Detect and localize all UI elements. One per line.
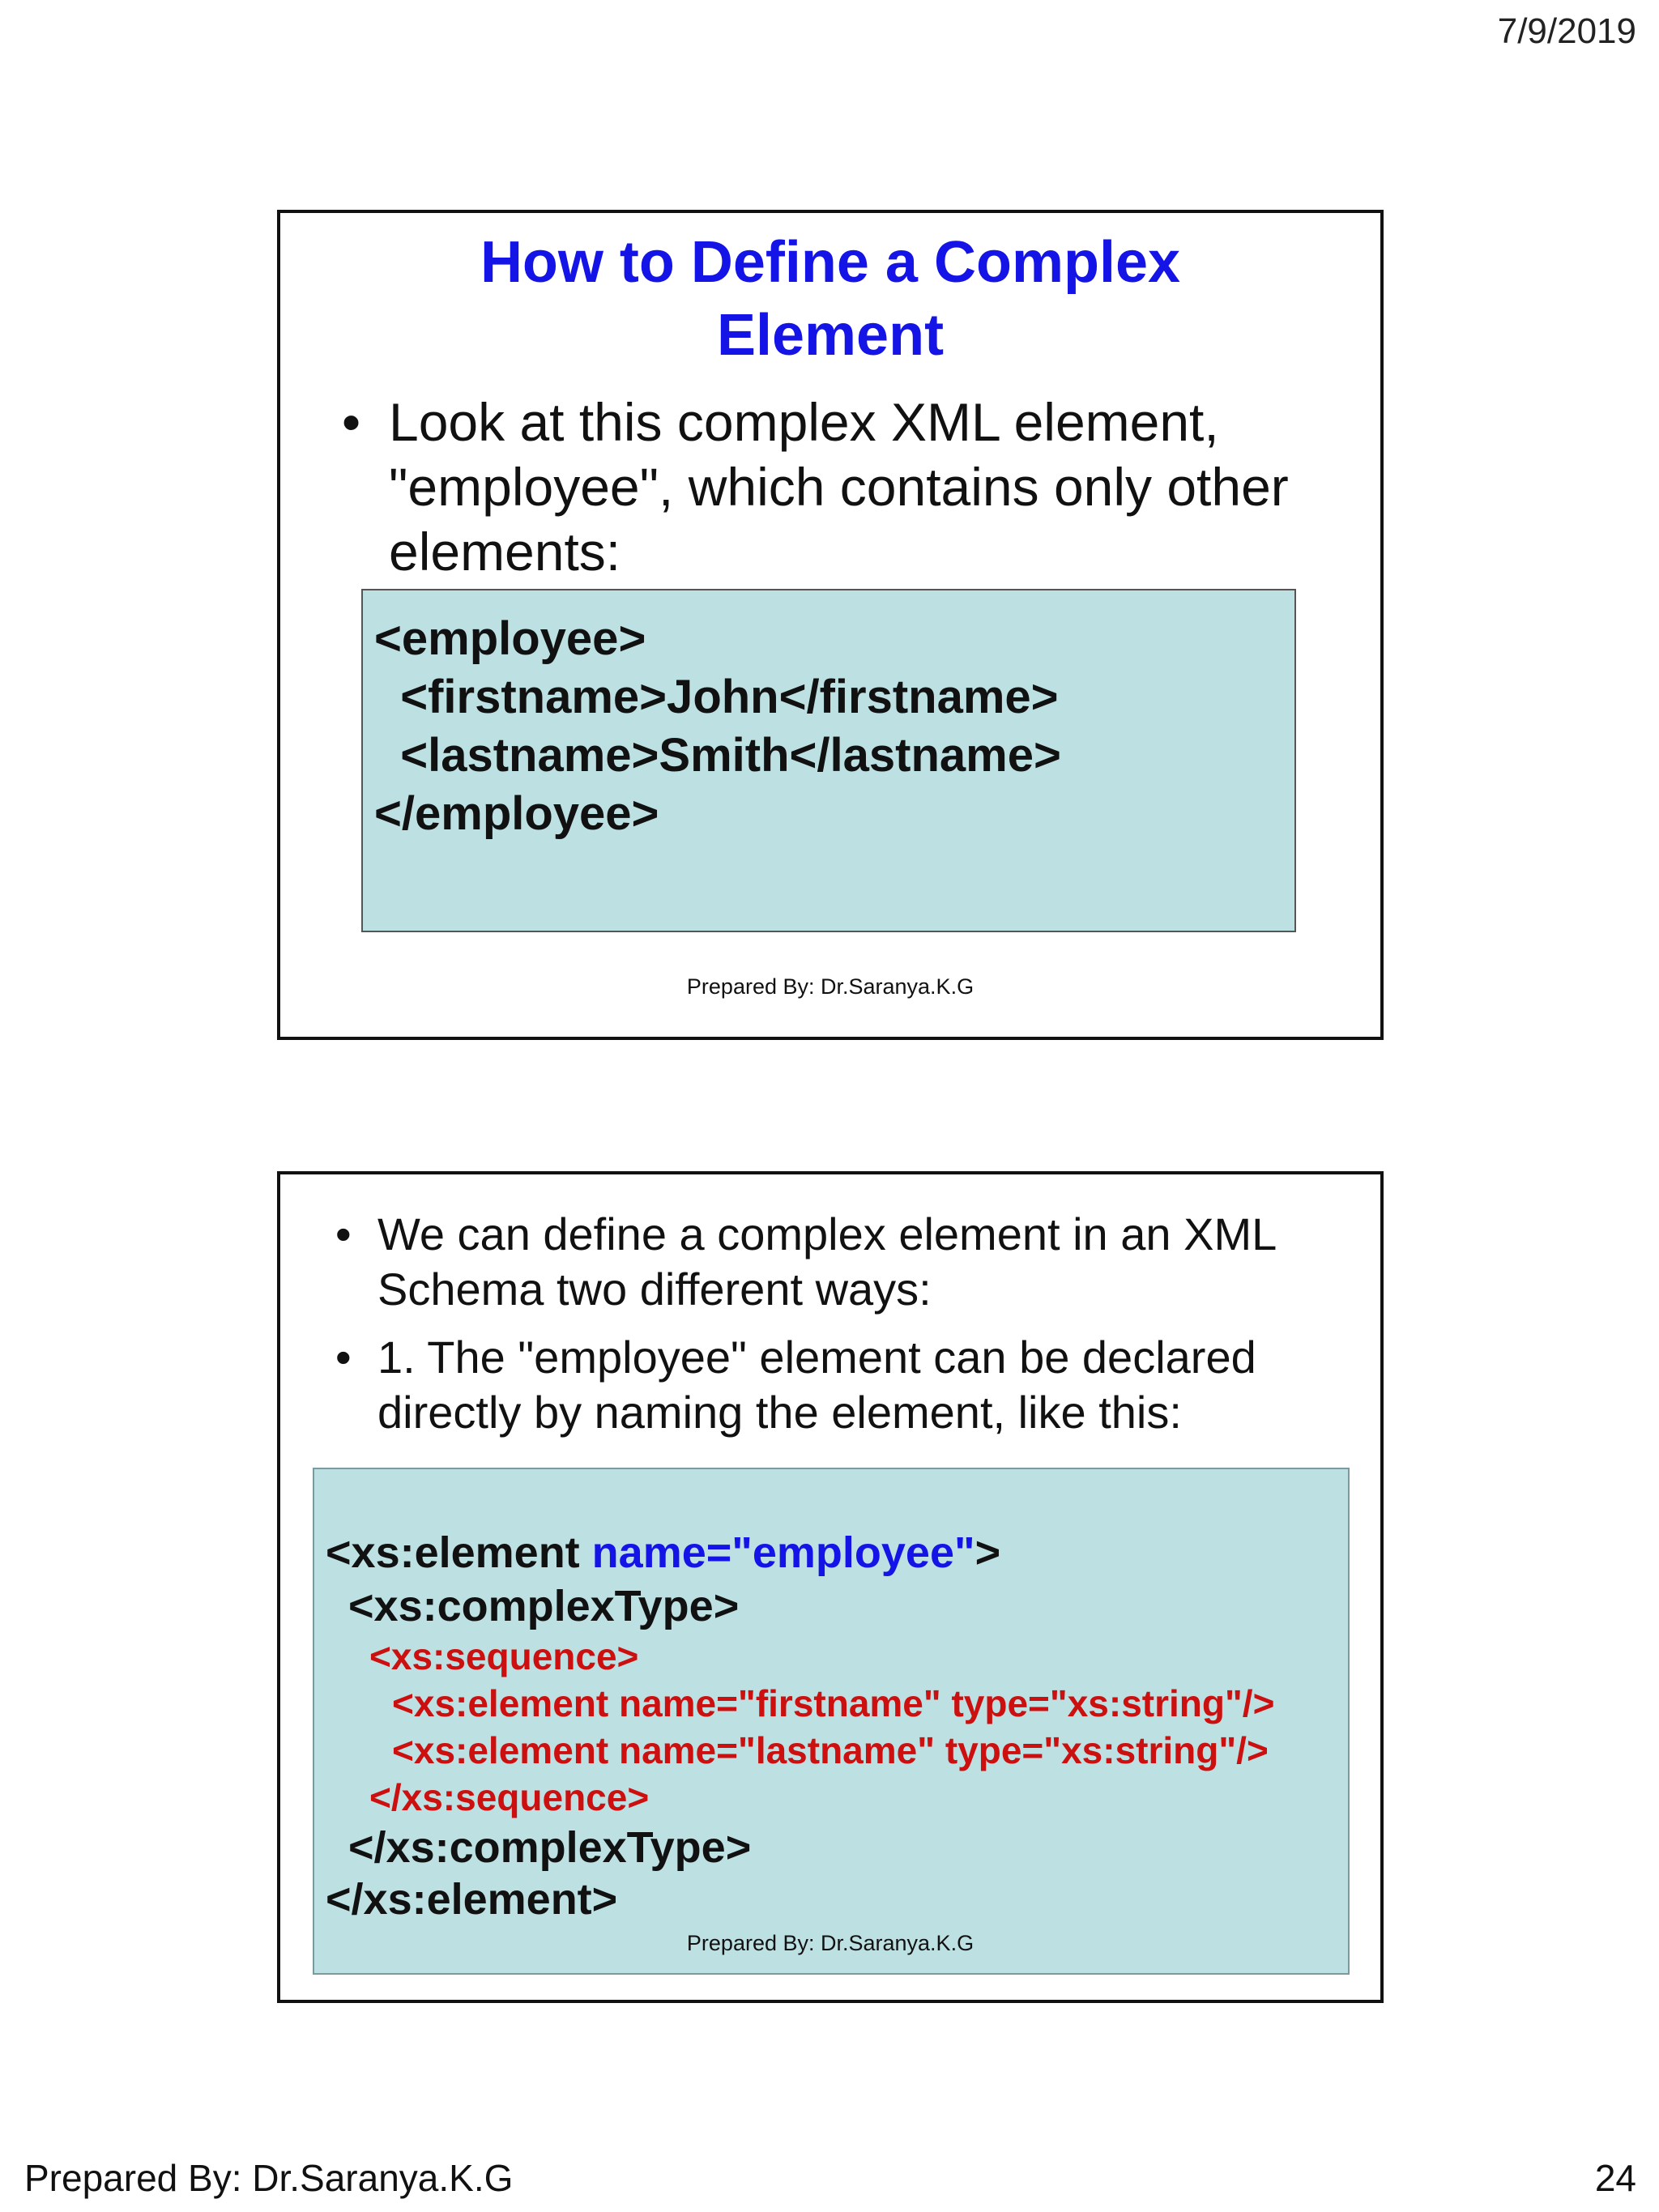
code-line: <lastname>Smith</lastname> xyxy=(374,729,1061,782)
code-line: <employee> xyxy=(374,612,646,665)
code-line-element-close: </xs:element> xyxy=(326,1875,618,1924)
code-tag-end: > xyxy=(975,1528,1001,1577)
code-line-complextype-open: <xs:complexType> xyxy=(348,1582,740,1630)
bullet-dot: • xyxy=(335,1332,352,1383)
bullet-line-2: directly by naming the element, like this: xyxy=(377,1387,1182,1438)
code-line-firstname: <xs:element name="firstname" type="xs:string"/> xyxy=(392,1682,1275,1724)
bullet-line-1: Look at this complex XML element, xyxy=(389,392,1219,452)
code-name-attribute: name="employee" xyxy=(591,1528,975,1577)
slide-2 xyxy=(277,1171,1384,2003)
slide-2-footer: Prepared By: Dr.Saranya.K.G xyxy=(686,1931,975,1955)
code-line-lastname: <xs:element name="lastname" type="xs:string"/> xyxy=(392,1729,1269,1771)
slide-1-footer: Prepared By: Dr.Saranya.K.G xyxy=(686,974,975,999)
slide-2-bullet-2 xyxy=(335,1330,1350,1440)
bullet-dot: • xyxy=(335,1208,352,1259)
page-number: 24 xyxy=(1594,2157,1636,2199)
page-footer: Prepared By: Dr.Saranya.K.G xyxy=(24,2157,514,2199)
date-label: 7/9/2019 xyxy=(1497,11,1636,51)
code-line-sequence-close: </xs:sequence> xyxy=(369,1776,650,1818)
slide-1-title xyxy=(280,226,1380,372)
xml-code-box xyxy=(361,589,1296,932)
code-line: </employee> xyxy=(374,787,659,840)
title-line-1: How to Define a Complex xyxy=(480,230,1181,295)
slide-2-bullet-1 xyxy=(335,1207,1350,1317)
code-line-element-open xyxy=(326,1528,1000,1578)
bullet-line-1: We can define a complex element in an XML xyxy=(377,1208,1277,1259)
schema-code-box xyxy=(313,1468,1350,1975)
code-tag: <xs:element xyxy=(326,1528,592,1577)
bullet-line-1: 1. The "employee" element can be declared xyxy=(377,1332,1256,1383)
slide-1 xyxy=(277,210,1384,1040)
bullet-dot: • xyxy=(342,392,361,452)
code-line: <firstname>John</firstname> xyxy=(374,671,1059,723)
title-line-2: Element xyxy=(716,303,945,368)
code-line-sequence-open: <xs:sequence> xyxy=(369,1635,639,1677)
bullet-line-3: elements: xyxy=(389,522,621,582)
bullet-line-2: Schema two different ways: xyxy=(377,1264,932,1315)
code-line-complextype-close: </xs:complexType> xyxy=(348,1823,752,1872)
slide-1-bullet xyxy=(342,390,1328,584)
bullet-line-2: "employee", which contains only other xyxy=(389,457,1289,517)
